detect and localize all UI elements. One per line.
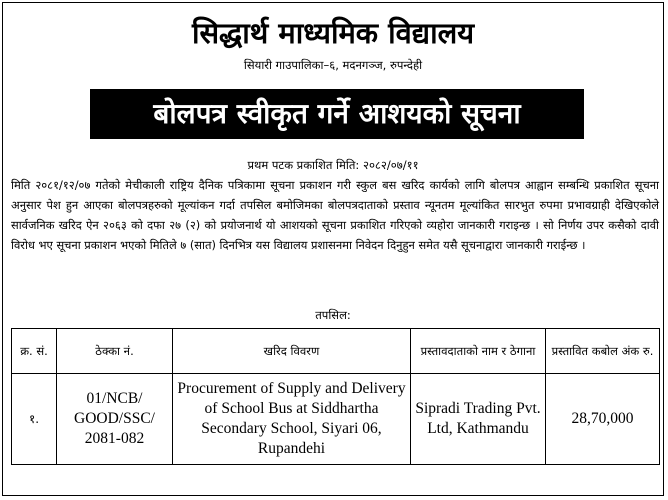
cell-sn: १. bbox=[12, 374, 57, 465]
cell-amount: 28,70,000 bbox=[546, 374, 660, 465]
cell-contract-no: 01/NCB/ GOOD/SSC/ 2081-082 bbox=[57, 374, 173, 465]
notice-body: मिति २०८१/१२/०७ गतेको मेचीकाली राष्ट्रिय दैनिक पत्रिकामा सूचना प्रकाशन गरी स्कुल बस खरिद कार्यको लागि बोलपत्र आह्वान सम्बन्धि प्रकाशित सूचना अनुसार पेश हुन आएका बोलपत्रहरुको मूल्यांकन गर्दा तपसिल बमोजिमका बोलपत्रदाताको प्रस्ताव न्यूनतम मूल्यांकित सारभुत रुपमा प्रभावग्राही देखिएकोले सार्वजनिक खरिद ऐन २०६३ को दफा २७ (२) को प्रयोजनार्थ यो आशयको सूचना प्रकाशित गरिएको व्यहोरा जानकारी गराइन्छ । सो निर्णय उपर कसैको दावी विरोध भए सूचना प्रकाशन भएको मितिले ७ (सात) दिनभित्र यस विद्यालय प्रशासनमा निवेदन दिनुहुन समेत यसै सूचनाद्वारा जानकारी गराईन्छ । bbox=[11, 178, 659, 252]
header-contract-no: ठेक्का नं. bbox=[57, 329, 173, 374]
header-bidder: प्रस्तावदाताको नाम र ठेगाना bbox=[411, 329, 546, 374]
school-address: सियारी गाउपालिका–६, मदनगञ्ज, रुपन्देही bbox=[243, 58, 423, 72]
cell-description: Procurement of Supply and Delivery of School Bus at Siddhartha Secondary School, Siyari 06, Rupandehi bbox=[173, 374, 411, 465]
school-name: सिद्धार्थ माध्यमिक विद्यालय bbox=[191, 16, 475, 50]
table-header-row bbox=[12, 329, 660, 374]
published-date: प्रथम पटक प्रकाशित मिति: २०८२/०७/११ bbox=[247, 158, 419, 172]
notice-title-banner: बोलपत्र स्वीकृत गर्ने आशयको सूचना bbox=[90, 89, 584, 139]
notice-page bbox=[2, 2, 664, 496]
header-amount: प्रस्तावित कबोल अंक रु. bbox=[546, 329, 660, 374]
details-label: तपसिल: bbox=[315, 308, 351, 322]
bid-table bbox=[11, 328, 660, 465]
header-description: खरिद विवरण bbox=[173, 329, 411, 374]
table-row bbox=[12, 374, 660, 465]
header-sn: क्र. सं. bbox=[12, 329, 57, 374]
cell-bidder: Sipradi Trading Pvt. Ltd, Kathmandu bbox=[411, 374, 546, 465]
